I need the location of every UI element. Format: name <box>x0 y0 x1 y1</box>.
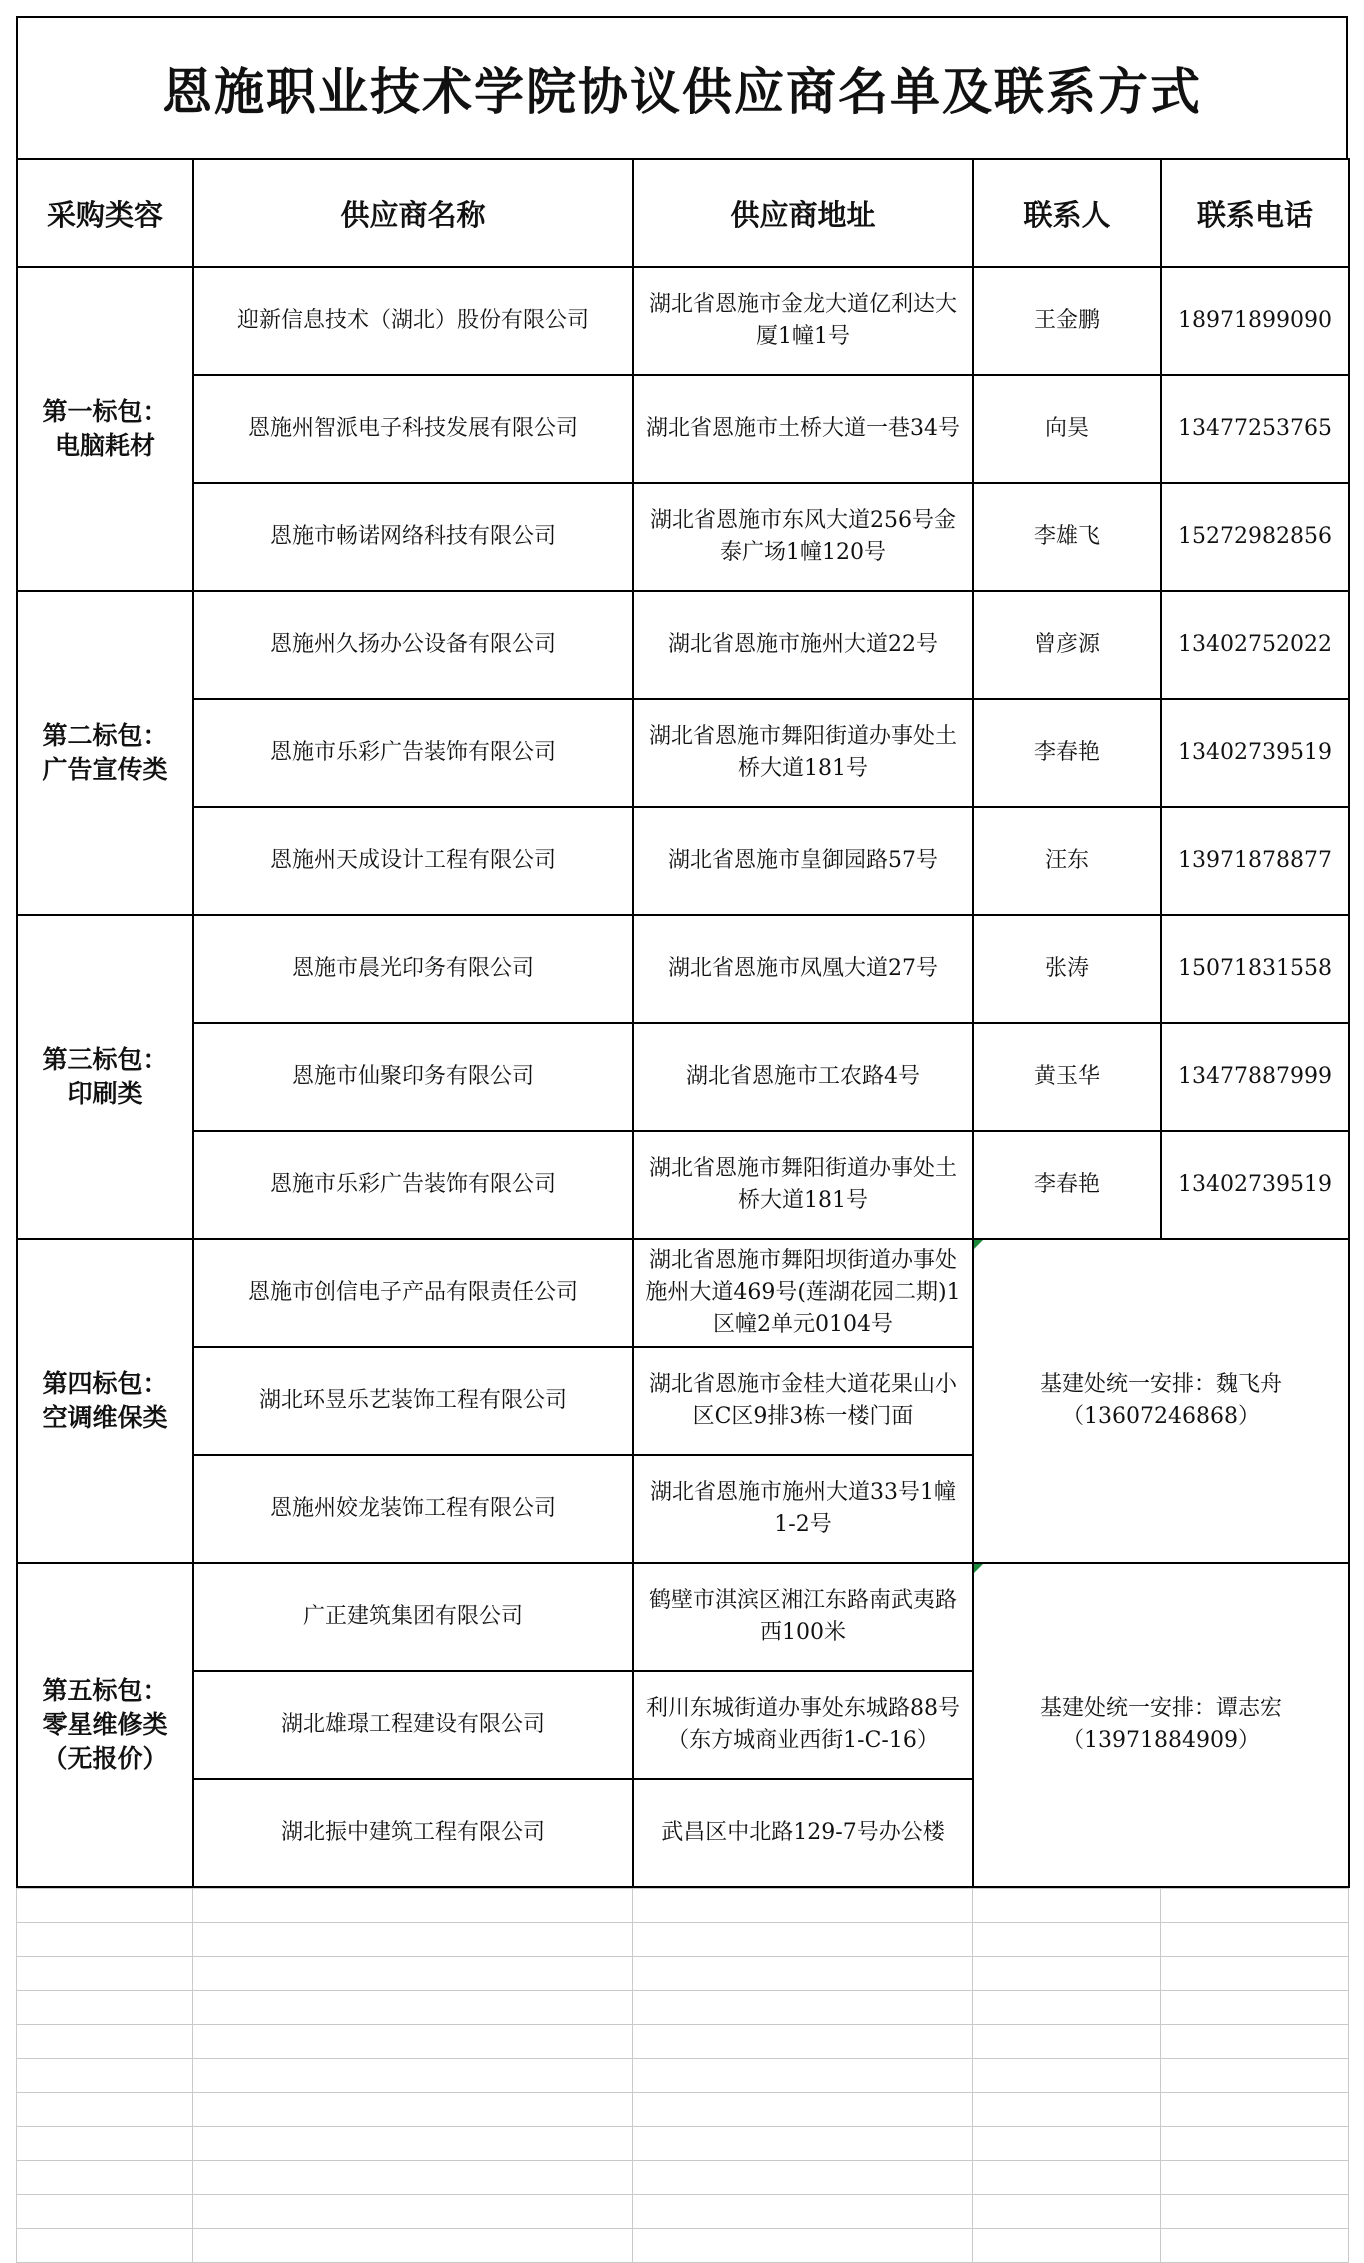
empty-cell <box>193 1957 633 1991</box>
supplier-name: 恩施市畅诺网络科技有限公司 <box>193 483 633 591</box>
supplier-address: 利川东城街道办事处东城路88号（东方城商业西街1-C-16） <box>633 1671 973 1779</box>
phone-number: 13402752022 <box>1161 591 1349 699</box>
empty-cell <box>193 2025 633 2059</box>
empty-cell <box>633 2093 973 2127</box>
merged-contact-cell <box>973 1563 1349 1887</box>
supplier-name: 恩施市仙聚印务有限公司 <box>193 1023 633 1131</box>
category-line: 广告宣传类 <box>42 755 168 784</box>
empty-cell <box>973 2093 1161 2127</box>
empty-cell <box>193 2127 633 2161</box>
empty-cell <box>633 2161 973 2195</box>
table-row <box>17 1239 1349 1347</box>
empty-cell <box>1161 2229 1349 2263</box>
contact-person: 曾彦源 <box>973 591 1161 699</box>
category-cell <box>17 1563 193 1887</box>
table-header-row <box>17 159 1349 267</box>
phone-number: 18971899090 <box>1161 267 1349 375</box>
supplier-address: 湖北省恩施市金龙大道亿利达大厦1幢1号 <box>633 267 973 375</box>
contact-person: 向昊 <box>973 375 1161 483</box>
supplier-name: 恩施州姣龙装饰工程有限公司 <box>193 1455 633 1563</box>
empty-cell <box>973 2229 1161 2263</box>
phone-number: 13402739519 <box>1161 699 1349 807</box>
supplier-table <box>16 158 1350 1888</box>
category-line: （无报价） <box>42 1744 168 1773</box>
empty-cell <box>973 2127 1161 2161</box>
empty-cell <box>193 2195 633 2229</box>
contact-person: 王金鹏 <box>973 267 1161 375</box>
empty-cell <box>973 1991 1161 2025</box>
empty-cell <box>973 2161 1161 2195</box>
empty-cell <box>1161 2161 1349 2195</box>
phone-number: 13477253765 <box>1161 375 1349 483</box>
merged-contact-cell <box>973 1239 1349 1563</box>
empty-cell <box>1161 2093 1349 2127</box>
empty-cell <box>633 1923 973 1957</box>
empty-cell <box>17 2025 193 2059</box>
empty-cell <box>1161 1957 1349 1991</box>
empty-cell <box>17 1923 193 1957</box>
empty-row <box>17 2229 1349 2263</box>
supplier-address: 湖北省恩施市工农路4号 <box>633 1023 973 1131</box>
empty-row <box>17 1889 1349 1923</box>
empty-cell <box>633 1889 973 1923</box>
empty-cell <box>193 1991 633 2025</box>
category-cell <box>17 267 193 591</box>
category-cell <box>17 591 193 915</box>
empty-cell <box>17 2229 193 2263</box>
supplier-name: 恩施市创信电子产品有限责任公司 <box>193 1239 633 1347</box>
empty-cell <box>193 2093 633 2127</box>
table-row <box>17 807 1349 915</box>
merged-contact-phone: （13971884909） <box>1062 1728 1260 1753</box>
merged-contact-name: 基建处统一安排：谭志宏 <box>1039 1696 1282 1721</box>
table-row <box>17 1131 1349 1239</box>
empty-cell <box>633 1957 973 1991</box>
supplier-address: 湖北省恩施市皇御园路57号 <box>633 807 973 915</box>
supplier-name: 湖北环昱乐艺装饰工程有限公司 <box>193 1347 633 1455</box>
empty-row <box>17 2127 1349 2161</box>
category-line: 第三标包： <box>42 1045 168 1074</box>
empty-cell <box>17 2059 193 2093</box>
merged-contact-name: 基建处统一安排：魏飞舟 <box>1039 1372 1282 1397</box>
empty-cell <box>973 1889 1161 1923</box>
supplier-name: 恩施市乐彩广告装饰有限公司 <box>193 699 633 807</box>
phone-number: 13971878877 <box>1161 807 1349 915</box>
category-cell <box>17 915 193 1239</box>
contact-person: 李春艳 <box>973 1131 1161 1239</box>
header-supplier-name: 供应商名称 <box>193 159 633 267</box>
phone-number: 15071831558 <box>1161 915 1349 1023</box>
empty-grid <box>16 1888 1349 2263</box>
empty-cell <box>1161 2059 1349 2093</box>
category-line: 印刷类 <box>67 1079 143 1108</box>
empty-cell <box>633 2229 973 2263</box>
empty-cell <box>633 2127 973 2161</box>
category-cell <box>17 1239 193 1563</box>
contact-person: 李春艳 <box>973 699 1161 807</box>
title-box <box>16 16 1348 158</box>
empty-cell <box>193 1923 633 1957</box>
supplier-name: 恩施州天成设计工程有限公司 <box>193 807 633 915</box>
category-line: 第一标包： <box>42 397 168 426</box>
contact-person: 张涛 <box>973 915 1161 1023</box>
supplier-address: 湖北省恩施市东风大道256号金泰广场1幢120号 <box>633 483 973 591</box>
empty-cell <box>17 2161 193 2195</box>
category-line: 空调维保类 <box>42 1403 168 1432</box>
supplier-address: 湖北省恩施市施州大道33号1幢1-2号 <box>633 1455 973 1563</box>
empty-cell <box>633 2059 973 2093</box>
supplier-name: 恩施市晨光印务有限公司 <box>193 915 633 1023</box>
supplier-address: 湖北省恩施市金桂大道花果山小区C区9排3栋一楼门面 <box>633 1347 973 1455</box>
supplier-address: 武昌区中北路129-7号办公楼 <box>633 1779 973 1887</box>
empty-cell <box>973 1923 1161 1957</box>
empty-cell <box>17 2093 193 2127</box>
empty-cell <box>17 2195 193 2229</box>
header-contact: 联系人 <box>973 159 1161 267</box>
table-row <box>17 591 1349 699</box>
empty-cell <box>1161 2025 1349 2059</box>
phone-number: 15272982856 <box>1161 483 1349 591</box>
empty-cell <box>193 1889 633 1923</box>
supplier-name: 湖北雄璟工程建设有限公司 <box>193 1671 633 1779</box>
supplier-name: 广正建筑集团有限公司 <box>193 1563 633 1671</box>
category-line: 零星维修类 <box>42 1710 168 1739</box>
table-row <box>17 267 1349 375</box>
contact-person: 黄玉华 <box>973 1023 1161 1131</box>
document-sheet <box>16 16 1348 2263</box>
empty-cell <box>973 2059 1161 2093</box>
supplier-name: 湖北振中建筑工程有限公司 <box>193 1779 633 1887</box>
supplier-address: 湖北省恩施市舞阳坝街道办事处施州大道469号(莲湖花园二期)1区幢2单元0104号 <box>633 1239 973 1347</box>
table-row <box>17 915 1349 1023</box>
merged-contact-phone: （13607246868） <box>1062 1404 1260 1429</box>
supplier-address: 湖北省恩施市土桥大道一巷34号 <box>633 375 973 483</box>
header-category: 采购类容 <box>17 159 193 267</box>
empty-cell <box>1161 2195 1349 2229</box>
category-line: 第二标包： <box>42 721 168 750</box>
empty-cell <box>633 2195 973 2229</box>
empty-cell <box>973 1957 1161 1991</box>
empty-row <box>17 1957 1349 1991</box>
contact-person: 李雄飞 <box>973 483 1161 591</box>
empty-cell <box>1161 1991 1349 2025</box>
page-title: 恩施职业技术学院协议供应商名单及联系方式 <box>162 63 1202 121</box>
supplier-address: 湖北省恩施市舞阳街道办事处土桥大道181号 <box>633 699 973 807</box>
empty-row <box>17 2025 1349 2059</box>
supplier-name: 恩施州久扬办公设备有限公司 <box>193 591 633 699</box>
category-line: 第四标包： <box>42 1369 168 1398</box>
empty-row <box>17 2195 1349 2229</box>
category-line: 电脑耗材 <box>54 431 155 460</box>
supplier-address: 鹤壁市淇滨区湘江东路南武夷路西100米 <box>633 1563 973 1671</box>
empty-cell <box>193 2161 633 2195</box>
empty-cell <box>193 2059 633 2093</box>
supplier-address: 湖北省恩施市施州大道22号 <box>633 591 973 699</box>
category-line: 第五标包： <box>42 1676 168 1705</box>
empty-cell <box>17 1957 193 1991</box>
empty-cell <box>1161 1923 1349 1957</box>
supplier-name: 恩施市乐彩广告装饰有限公司 <box>193 1131 633 1239</box>
empty-cell <box>17 2127 193 2161</box>
supplier-name: 迎新信息技术（湖北）股份有限公司 <box>193 267 633 375</box>
empty-row <box>17 2059 1349 2093</box>
table-row <box>17 699 1349 807</box>
empty-cell <box>193 2229 633 2263</box>
phone-number: 13402739519 <box>1161 1131 1349 1239</box>
empty-cell <box>1161 1889 1349 1923</box>
empty-cell <box>633 1991 973 2025</box>
supplier-address: 湖北省恩施市凤凰大道27号 <box>633 915 973 1023</box>
table-row <box>17 1563 1349 1671</box>
header-supplier-address: 供应商地址 <box>633 159 973 267</box>
contact-person: 汪东 <box>973 807 1161 915</box>
phone-number: 13477887999 <box>1161 1023 1349 1131</box>
supplier-address: 湖北省恩施市舞阳街道办事处土桥大道181号 <box>633 1131 973 1239</box>
supplier-name: 恩施州智派电子科技发展有限公司 <box>193 375 633 483</box>
empty-cell <box>633 2025 973 2059</box>
empty-row <box>17 1991 1349 2025</box>
empty-cell <box>1161 2127 1349 2161</box>
empty-row <box>17 1923 1349 1957</box>
table-row <box>17 1023 1349 1131</box>
empty-cell <box>973 2025 1161 2059</box>
empty-cell <box>973 2195 1161 2229</box>
header-phone: 联系电话 <box>1161 159 1349 267</box>
empty-row <box>17 2161 1349 2195</box>
empty-row <box>17 2093 1349 2127</box>
empty-cell <box>17 1889 193 1923</box>
table-row <box>17 483 1349 591</box>
empty-cell <box>17 1991 193 2025</box>
table-row <box>17 375 1349 483</box>
